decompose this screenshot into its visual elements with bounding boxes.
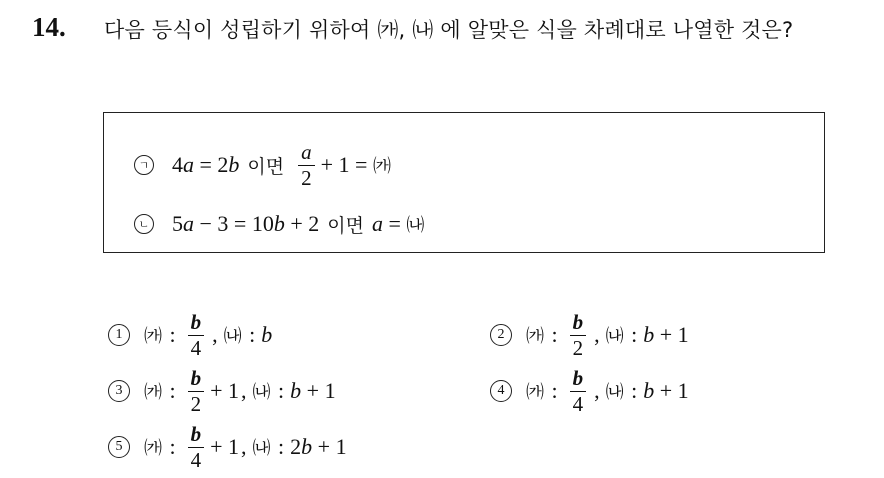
choice-1-comma: ,: [212, 322, 218, 347]
choice-3-na-tail: + 1: [301, 378, 336, 403]
choice-1-na-label: ㈏: [223, 326, 242, 347]
condition-1-mid-var: b: [228, 152, 240, 177]
condition-1-frac-num: a: [298, 141, 315, 166]
choice-2-ga-den: 2: [572, 335, 584, 360]
choice-number-5: 5: [108, 436, 130, 458]
choice-number-4: 4: [490, 380, 512, 402]
choice-5-na-label: ㈏: [252, 438, 271, 459]
condition-2-mid-var: b: [273, 211, 285, 236]
choice-5-colon-1: :: [169, 434, 176, 459]
choice-3-colon-2: :: [278, 378, 285, 403]
choice-1-colon-1: :: [169, 322, 176, 347]
blank-na: ㈏: [406, 215, 424, 236]
choice-4-colon-1: :: [551, 378, 558, 403]
choice-4-na-tail: + 1: [654, 378, 689, 403]
condition-2-rhs-var: a: [371, 211, 383, 236]
choice-2[interactable]: [490, 308, 689, 362]
choice-3-ga-label: ㈎: [144, 382, 162, 403]
choice-4-na-label: ㈏: [605, 382, 624, 403]
condition-1-fraction: [298, 141, 315, 190]
condition-1-lhs: 4: [172, 152, 183, 177]
condition-1-lhs-var: a: [183, 152, 194, 177]
choice-2-ga-fraction: [570, 311, 587, 360]
choice-number-3: 3: [108, 380, 130, 402]
question-number: 14.: [32, 12, 66, 42]
choice-3-na-label: ㈏: [252, 382, 271, 403]
choice-5-comma: ,: [241, 434, 247, 459]
choice-4-ga-label: ㈎: [526, 382, 544, 403]
choice-3-colon-1: :: [169, 378, 176, 403]
choice-1-ga-label: ㈎: [144, 326, 162, 347]
choice-5-ga-den: 4: [190, 447, 202, 472]
condition-2-rhs: =: [382, 211, 407, 236]
choice-5-ga-tail: + 1: [210, 434, 240, 459]
choice-3-comma: ,: [241, 378, 247, 403]
choice-3[interactable]: [108, 364, 336, 418]
choice-1-ga-num: b: [188, 311, 205, 336]
choice-3-ga-den: 2: [190, 391, 202, 416]
choice-2-na-label: ㈏: [605, 326, 624, 347]
choice-2-na-var: b: [643, 322, 655, 347]
choice-3-ga-fraction: [188, 367, 205, 416]
blank-ga: ㈎: [372, 156, 391, 177]
choice-number-1: 1: [108, 324, 130, 346]
condition-marker-nieun: ㄴ: [134, 214, 154, 234]
condition-marker-giyeok: ㄱ: [134, 155, 154, 175]
choice-5-na-var: b: [301, 434, 313, 459]
condition-2: [134, 207, 424, 241]
choice-3-na-var: b: [290, 378, 302, 403]
choice-4-na-var: b: [643, 378, 655, 403]
condition-1-if-word: 이면: [247, 155, 285, 178]
choice-2-comma: ,: [594, 322, 600, 347]
choice-1-ga-den: 4: [190, 335, 202, 360]
condition-2-mid: − 3 = 10: [194, 211, 274, 236]
question-text: 다음 등식이 성립하기 위하여 ㈎, ㈏ 에 알맞은 식을 차례대로 나열한 것은?: [104, 18, 794, 42]
condition-box: [103, 112, 825, 253]
choice-5-na-pre: 2: [290, 434, 302, 459]
choice-5-ga-fraction: [188, 423, 205, 472]
choice-5-na-tail: + 1: [312, 434, 347, 459]
choice-2-na-tail: + 1: [654, 322, 689, 347]
choice-5-ga-num: b: [188, 423, 205, 448]
choice-4[interactable]: [490, 364, 689, 418]
condition-2-lhs: 5: [172, 211, 183, 236]
condition-2-lhs-var: a: [183, 211, 194, 236]
choice-1[interactable]: [108, 308, 272, 362]
condition-1-frac-den: 2: [301, 165, 312, 190]
choice-1-ga-fraction: [188, 311, 205, 360]
choice-2-colon-2: :: [631, 322, 638, 347]
condition-1-mid: = 2: [194, 152, 229, 177]
choice-3-ga-num: b: [188, 367, 205, 392]
choice-number-2: 2: [490, 324, 512, 346]
choice-1-na-var: b: [261, 322, 273, 347]
choice-2-colon-1: :: [551, 322, 558, 347]
condition-2-if-word: 이면: [327, 214, 364, 237]
condition-2-mid-rest: + 2: [284, 211, 320, 236]
choice-4-ga-num: b: [570, 367, 587, 392]
choice-4-comma: ,: [594, 378, 600, 403]
choice-3-ga-tail: + 1: [210, 378, 240, 403]
choice-2-ga-num: b: [570, 311, 587, 336]
condition-1-rest: + 1 =: [320, 152, 373, 177]
choice-4-colon-2: :: [631, 378, 638, 403]
choice-4-ga-den: 4: [572, 391, 584, 416]
choice-5-ga-label: ㈎: [144, 438, 162, 459]
choice-5[interactable]: [108, 420, 347, 474]
choice-2-ga-label: ㈎: [526, 326, 544, 347]
choice-5-colon-2: :: [278, 434, 285, 459]
condition-1: [134, 137, 390, 193]
choice-1-colon-2: :: [249, 322, 256, 347]
choice-4-ga-fraction: [570, 367, 587, 416]
